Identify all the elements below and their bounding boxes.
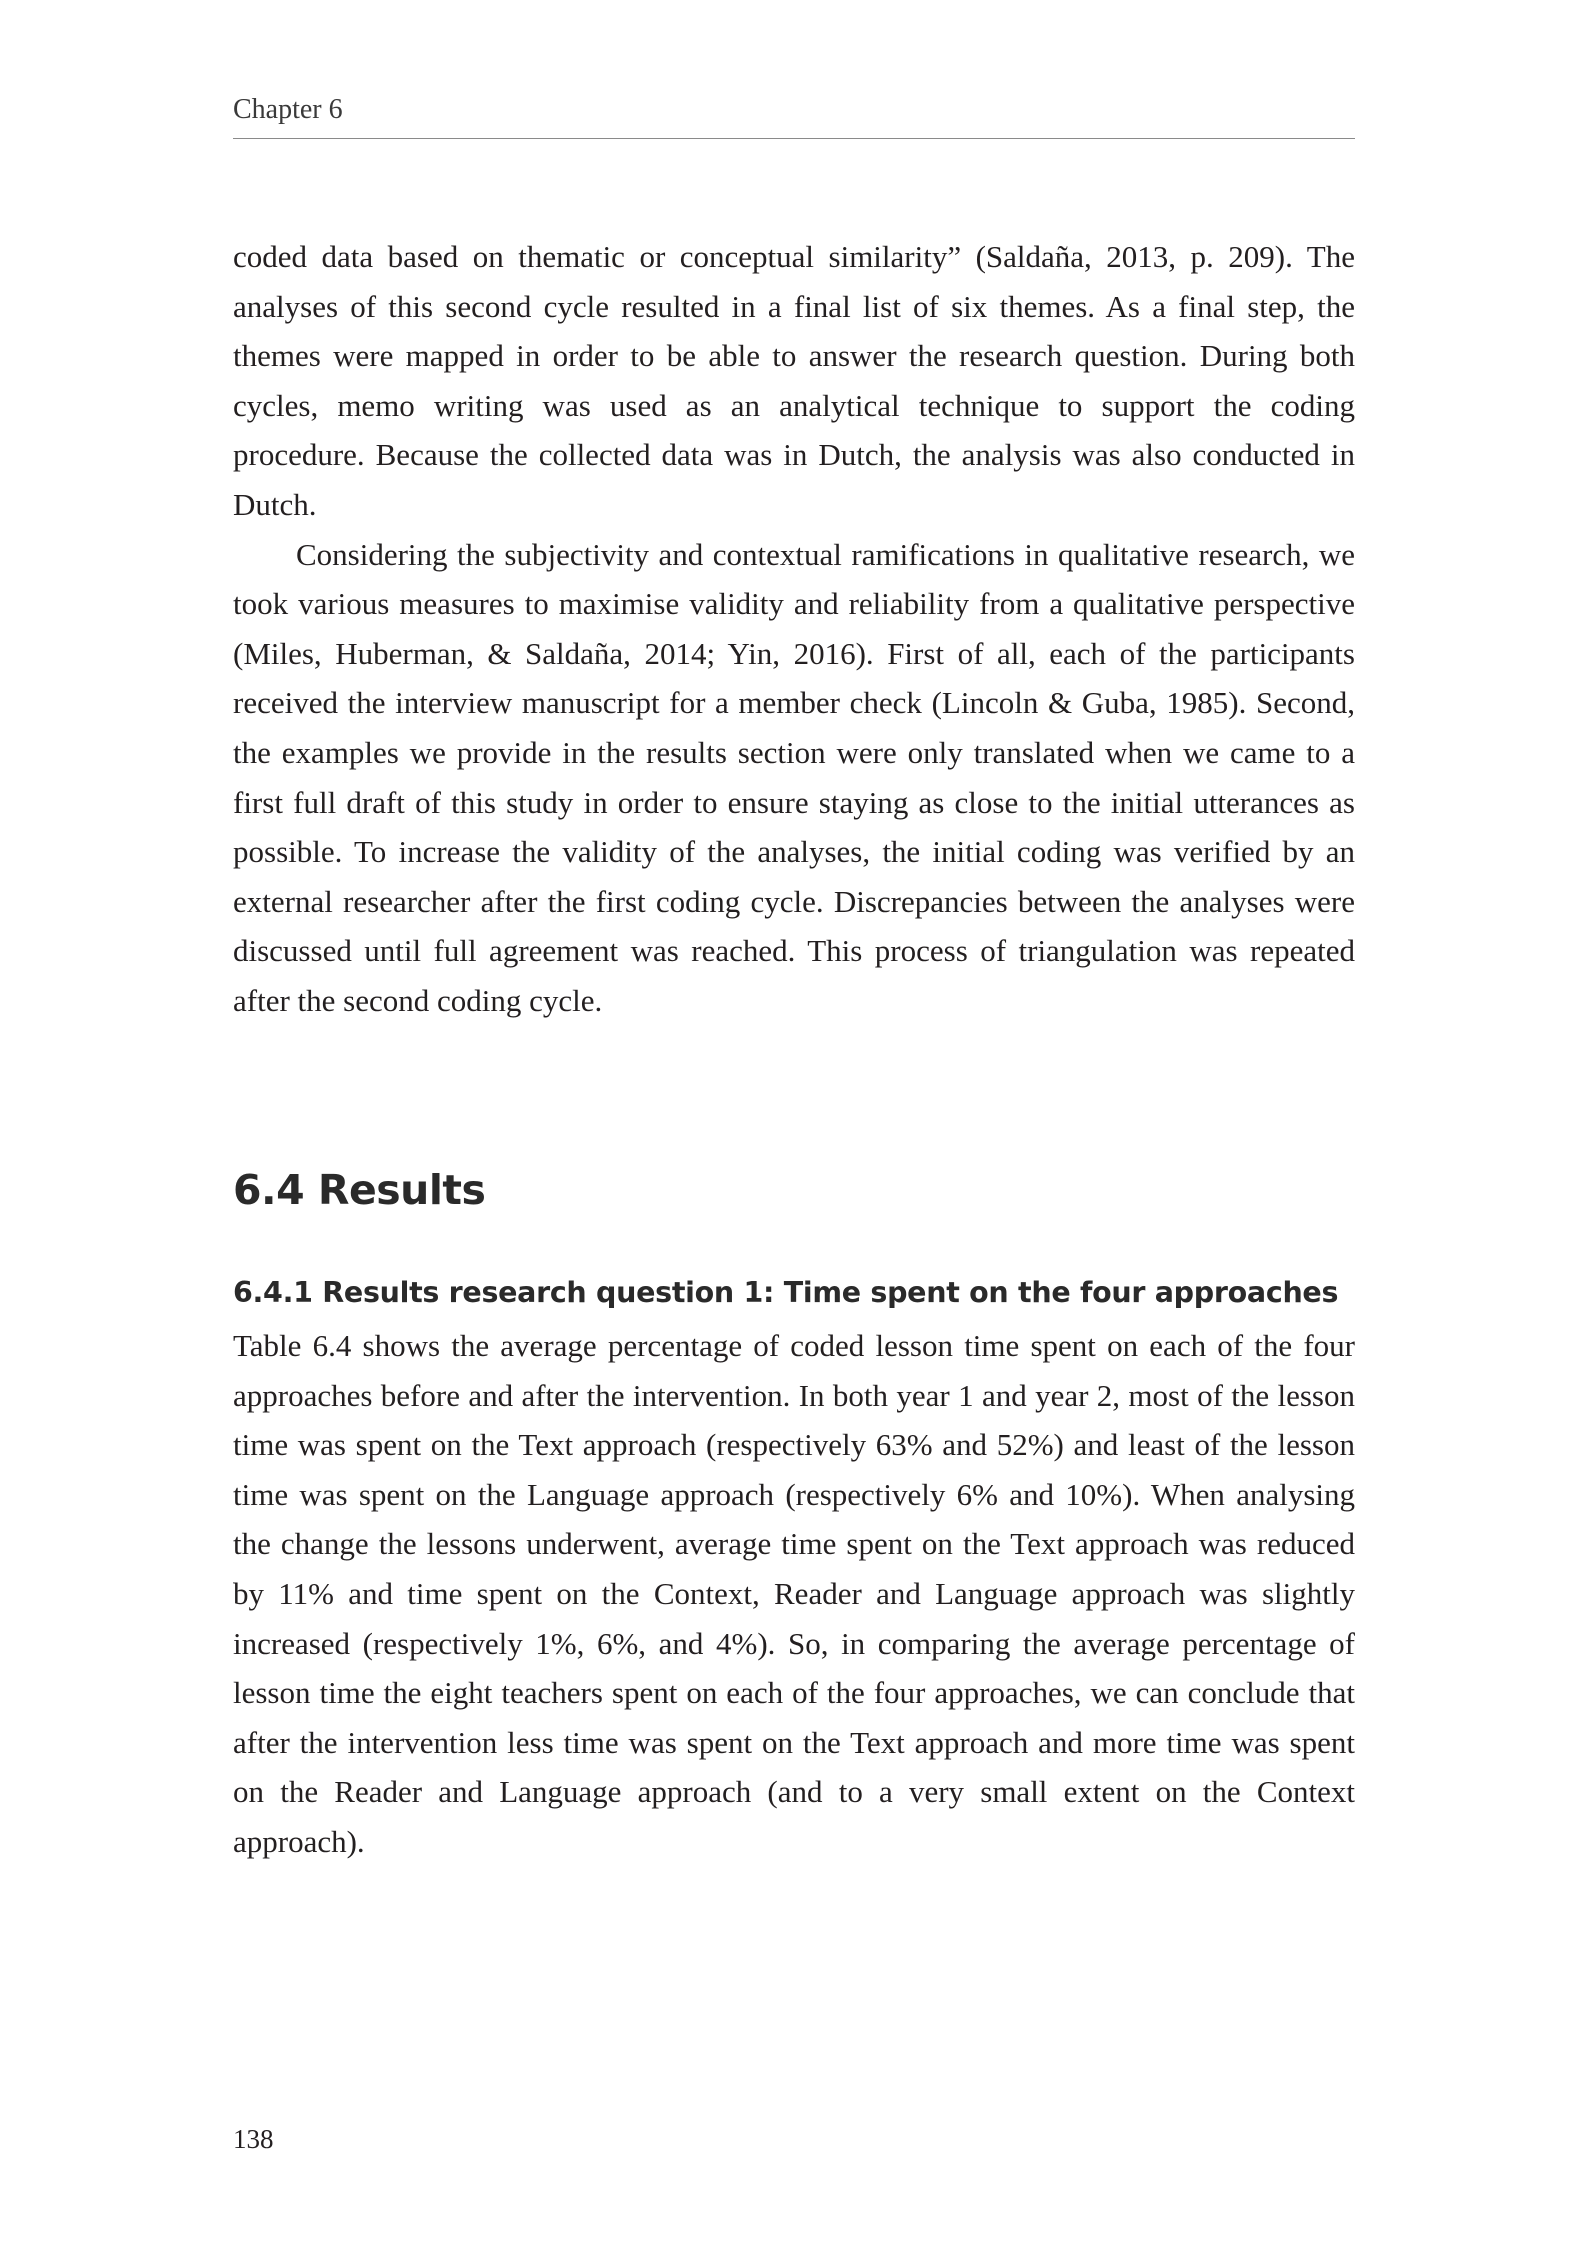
body-text-results <box>233 1321 1355 1867</box>
subsection-heading-rq1: 6.4.1 Results research question 1: Time spent on the four approaches <box>233 1276 1339 1309</box>
page-number: 138 <box>233 2124 274 2154</box>
body-text-top <box>233 232 1355 1026</box>
paragraph-validity-measures: Considering the subjectivity and contextual ramifications in qualitative research, we took various measures to maximise validity and reliability from a qualitative perspective (Miles, Huberman, & Saldaña, 2014; Yin, 2016). First of all, each of the participants received the interview manuscript for a member check (Lincoln & Guba, 1985). Second, the examples we provide in the results section were only translated when we came to a first full draft of this study in order to ensure staying as close to the initial utterances as possible. To increase the validity of the analyses, the initial coding was verified by an external researcher after the first coding cycle. Discrepancies between the analyses were discussed until full agreement was reached. This process of triangulation was repeated after the second coding cycle. <box>233 536 1355 1018</box>
running-header <box>233 92 1355 139</box>
paragraph-time-spent: Table 6.4 shows the average percentage of coded lesson time spent on each of the four approaches before and after the intervention. In both year 1 and year 2, most of the lesson time was spent on the Text approach (respectively 63% and 52%) and least of the lesson time was spent on the Language approach (respectively 6% and 10%). When analysing the change the lessons underwent, average time spent on the Text approach was reduced by 11% and time spent on the Context, Reader and Language approach was slightly increased (respectively 1%, 6%, and 4%). So, in comparing the average percentage of lesson time the eight teachers spent on each of the four approaches, we can conclude that after the intervention less time was spent on the Text approach and more time was spent on the Reader and Language approach (and to a very small extent on the Context approach). <box>233 1328 1355 1859</box>
section-heading-results: 6.4 Results <box>233 1166 486 1214</box>
chapter-title: Chapter 6 <box>233 94 343 125</box>
paragraph-coding-cycles: coded data based on thematic or conceptual similarity” (Saldaña, 2013, p. 209). The analyses of this second cycle resulted in a final list of six themes. As a final step, the themes were mapped in order to be able to answer the research question. During both cycles, memo writing was used as an analytical technique to support the coding procedure. Because the collected data was in Dutch, the analysis was also conducted in Dutch. <box>233 239 1355 522</box>
